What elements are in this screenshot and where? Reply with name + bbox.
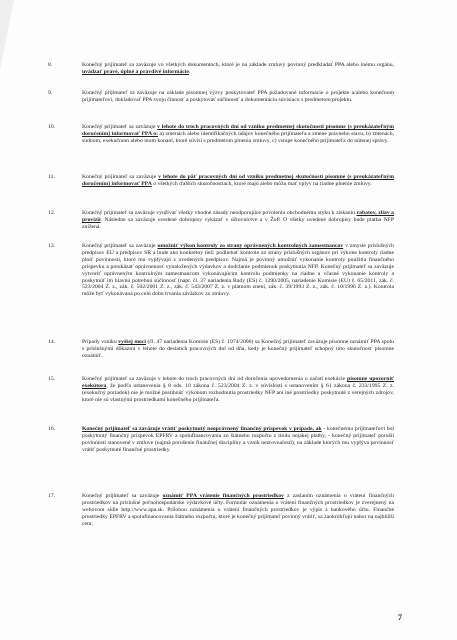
clause-12	[38, 210, 394, 236]
clause-text: Konečný prijímateľ sa zaväzuje vo všetkých dokumentoch, ktoré je na základe zmluvy povinný predkladať PPA alebo inému orgánu, uvádzať pravé, úplné a pravdivé informácie.	[82, 62, 394, 75]
clause-15	[38, 376, 394, 426]
clause-9	[38, 90, 394, 116]
clause-text: Konečný prijímateľ sa zaväzuje využívať všetky vhodné zásady neodporujúce povoleniu obchodnému styku k získaniu rabatov, zliav a provízií. Následne sa zaväzuje uvedené dobropisy vykázať v účtovníctve a v ŽoP. O všetky uvedené dobropisy bude platba NFP znížená.	[82, 210, 395, 230]
clause-16	[38, 426, 394, 482]
clause-text: Konečný prijímateľ sa zaväzuje v lehote do troch pracovných dní od vzniku predmetnej skutočnosti písomne (s preukázateľným doručením) informovať PPA o: a) zmenách alebo identifikačných údajov konečného prijímateľa a zmene právneho stavu, b) zmenách, súdnom, exekučnom alebo inom konaní, ktoré súvisí s predmetom plnenia zmluvy, c) vstupe konečného prijímateľa do nútenej správy.	[82, 124, 394, 144]
clause-11	[38, 174, 394, 202]
clause-number: 8.	[48, 62, 53, 68]
clause-13	[38, 243, 394, 323]
clause-number: 9.	[48, 90, 53, 96]
clause-17	[38, 493, 394, 549]
clause-number: 13.	[48, 243, 56, 249]
clause-number: 12.	[48, 210, 56, 216]
clause-text: Konečný prijímateľ sa zaväzuje na základe písomnej výzvy poskytovateľ PPA požadované informácie o projekte a/alebo konečnom prijímateľovi, dokladovať PPA svoju činnosť a poskytovať súčinnosť a dokumentáciu súvisiacu s predmetom projektu.	[82, 90, 394, 103]
clause-text: Konečný prijímateľ sa zaväzuje v lehote do troch pracovných dní od doručenia upovedomenia o začatí exekúcie písomne upozorniť exekútora, že podľa ustanovenia § 8 ods. 10 zákona č. 523/2004 Z. z. v súvislosti s ustanovením § 61 zákona č. 233/1995 Z. z. (exekučný poriadok) nie je možné postihnúť výkonom rozhodnutia prostriedky NFP ani iné prostriedky poskytnuté z verejných zdrojov, ktoré nie sú vlastnými prostriedkami konečného prijímateľa.	[82, 376, 394, 403]
clause-text: Konečný prijímateľ sa zaväzuje umožniť výkon kontroly zo strany oprávnených kontrolných zamestnancov v zmysle príslušných predpisov EU a predpisov SR a bude ako konkrétny tiež: podliehať kontrole zo strany príslušných orgánov pri výkone kontroly riadne plniť povinnosti, ktoré mu vyplývajú z uvedených predpisov. Najmä je povinný umožniť vykonanie kontroly použitia finančného príspevku a preukázať oprávnenosť vynaložených výdavkov a dodržanie podmienok poskytnutia NFP. Konečný prijímateľ sa zaväzuje vytvoriť oprávneným kontrolným zamestnancom vykonávajúcim kontrolu podmienky na riadne a včasné vykonanie kontroly a poskytnúť im hlavnú potrebnú súčinnosť (napr. čl. 37 nariadenia Rady (ES) č. 1290/2005, nariadenie Komisie (EU) č. 65/2011, zák. č. 523/2004 Z. z., zák. č. 502/2001 Z. z., zák. č. 543/2007 Z. z. v platnom znení, zák. č. 39/1993 Z. z., zák. č. 10/1996 Z. z.). Kontrola môže byť vykonávaná po celú dobu trvania záväzkov zo zmluvy.	[82, 243, 394, 298]
clause-14	[38, 339, 394, 365]
clause-number: 15.	[48, 376, 56, 382]
clause-8	[38, 62, 394, 80]
clause-number: 10.	[48, 124, 56, 130]
clause-text: Prípady vzniku vyššej moci (čl. 47 nariadenia Komisie (ES) č. 1974/2006) sa Konečný prijímateľ zaväzuje písomne oznámiť PPA spolu s príslušnými dôkazmi v lehote do desiatich pracovných dní od dňa, kedy je konečný prijímateľ schopný túto skutočnosť písomne oznámiť.	[82, 339, 394, 359]
clause-number: 14.	[48, 339, 56, 345]
clause-number: 16.	[48, 426, 56, 432]
clause-text: Konečný prijímateľ sa zaväzuje v lehote do päť pracovných dní od vzniku predmetnej skutočnosti písomne (s preukázateľným doručením) informovať PPA o všetkých ďalších skutočnostiach, ktoré majú alebo môžu mať vplyv na riadne plnenie zmluvy.	[82, 174, 394, 187]
clause-number: 11.	[48, 174, 55, 180]
page-number: 7	[398, 613, 402, 622]
clause-text: Konečný prijímateľ sa zaväzuje vrátiť poskytnutý neoprávnený finančný príspevok v prípade, ak - konečnému prijímateľovi bol poskytnutý finančný príspevok EPFRV a spolufinancovania zo štátneho rozpočtu z titulu nejakej platby, - konečný prijímateľ porušil povinnosti stanovené v zmluve (najmä porušenie finančnej disciplíny a vznik nezrovnalostí), na základe ktorých mu vyplýva povinnosť vrátiť poskytnuté finančné prostriedky.	[82, 426, 394, 453]
clause-10	[38, 124, 394, 166]
clause-number: 17.	[48, 493, 56, 499]
scan-edge-mark	[0, 0, 14, 70]
clause-text: Konečný prijímateľ sa zaväzuje oznámiť PPA vrátenie finančných prostriedkov z zaslaním oznámenia o vrátení finančných prostriedkov na príslušné poľnohospodárske výdavkové účty. Formulár oznámenia o vrátení finančných prostriedkov je zverejnený na webovom sídle http://www.apa.sk. Prílohou oznámenia o vrátení finančných prostriedkov je výpis z bankového účtu. Finančné prostriedky EPFRV a spolufinancovania štátneho rozpočtu, ktoré je konečný prijímateľ povinný vrátiť, sa zaokrúhľujú nahor na najbližší cent.	[82, 493, 394, 527]
